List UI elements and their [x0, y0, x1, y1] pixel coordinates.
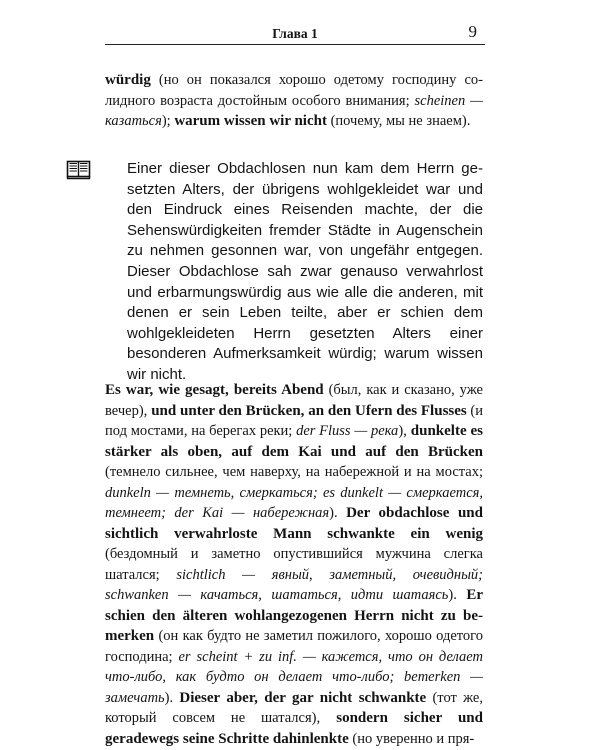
chapter-title: Глава 1: [272, 26, 318, 41]
vocab-note: sichtlich — явный, заметный, очевидный; schwanken — качаться, шататься, идти шатаясь: [105, 566, 483, 603]
gloss-close: ).: [329, 505, 347, 521]
page-header: [105, 22, 485, 44]
vocab-note: dunkeln — темнеть, смеркаться; es dunkelt — смеркается, темнеет; der Kai — набережная: [105, 484, 483, 521]
german-phrase: warum wissen wir nicht: [174, 113, 327, 129]
german-phrase: dunkelte es stärker als oben, auf dem Kai und auf den Brücken: [105, 423, 483, 460]
gloss-close: );: [161, 113, 175, 129]
vocab-note: er scheint + zu inf. — кажется, что он делает что-либо, как будто он делает что-либо; bemerken — замечать: [105, 648, 483, 706]
vocab-note: scheinen — казаться: [105, 92, 483, 129]
page-number: 9: [468, 22, 477, 41]
punct: ,: [143, 402, 152, 419]
russian-gloss: (темнело сильнее, чем наверху, на набережной и на мостах;: [105, 464, 483, 480]
book-icon: [66, 160, 92, 180]
punct: ,: [316, 710, 337, 726]
paragraph-original-text: [105, 159, 483, 386]
russian-gloss: (почему, мы не знаем): [326, 113, 467, 129]
paragraph-annotated-1: [105, 70, 483, 132]
german-phrase: und unter den Brücken, an den Ufern des Flusses: [151, 402, 467, 419]
punct: ,: [403, 423, 411, 439]
russian-gloss: (был, как и сказано, уже вечер): [105, 382, 483, 419]
german-phrase: Der obdachlose und sichtlich verwahrloste Mann schwankte ein wenig: [105, 505, 483, 542]
russian-gloss: (и под мостами, на берегах реки;: [105, 402, 484, 439]
original-text: Einer dieser Obdachlosen nun kam dem Herrn gesetzten Alters, der übrigens wohlgekleidet war und den Eindruck eines Reisenden machte, der die Sehenswürdigkeiten fremder Städte in Augenschein zu nehmen gesonnen war, von ungefähr entgegen. Dieser Obdachlose sah zwar genauso verwahrlost und erbarmungswürdig aus wie alle die anderen, mit denen er sein Leben teilte, aber er schien dem wohlgekleideten Herrn gesetzten Alters einer besonderen Aufmerksamkeit würdig; warum wissen wir nicht.: [127, 160, 483, 383]
german-phrase: Er schien den älteren wohlangezogenen Herrn nicht zu bemerken: [105, 587, 483, 644]
paragraph-annotated-2: [105, 380, 483, 749]
german-phrase: Dieser aber, der gar nicht schwankte: [179, 689, 427, 706]
german-phrase: würdig: [105, 72, 151, 88]
header-rule: [105, 44, 485, 45]
german-phrase: Es war, wie gesagt, bereits Abend: [105, 382, 324, 398]
gloss-close: ).: [448, 587, 467, 603]
russian-gloss: (тот же, который совсем не шатался): [105, 689, 483, 726]
russian-gloss: (он как будто не заметил пожилого, хорошо одетого господина;: [105, 628, 483, 665]
russian-gloss: (но уверенно и пря-: [348, 730, 475, 747]
german-phrase: sondern sicher und geradewegs seine Schritte dahinlenkte: [105, 710, 483, 747]
sentence-end: .: [466, 113, 471, 129]
gloss-close: ): [398, 423, 404, 439]
russian-gloss: (но он показался хорошо одетому господину солидного возраста достойным особого внимания;: [105, 72, 483, 109]
gloss-close: ).: [164, 689, 180, 706]
vocab-note: der Fluss — река: [296, 423, 399, 439]
russian-gloss: (бездомный и заметно опустившийся мужчина слегка шатался;: [105, 546, 483, 583]
